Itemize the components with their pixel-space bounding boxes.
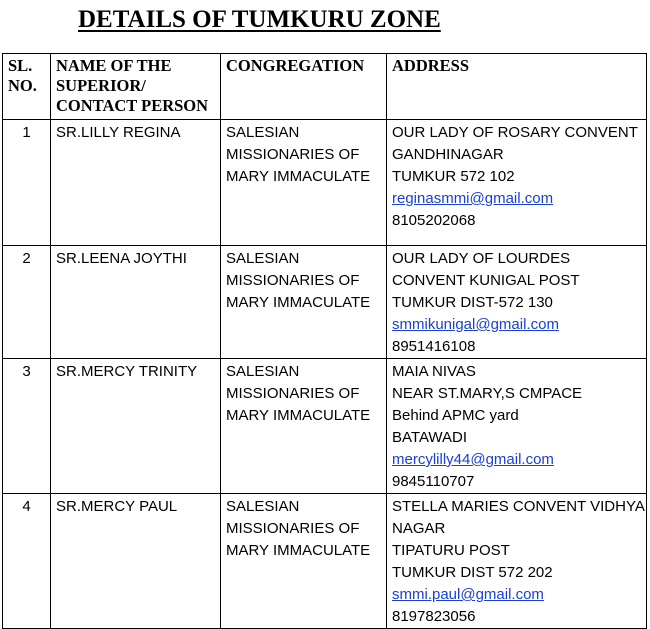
- row-sl-no: 4: [3, 494, 51, 629]
- row-sl-no: 1: [3, 120, 51, 246]
- table-row: [3, 359, 647, 494]
- row-address: OUR LADY OF ROSARY CONVENT GANDHINAGAR TUMKUR 572 102 reginasmmi@gmail.com 8105202068: [387, 120, 647, 246]
- row-name: SR.MERCY PAUL: [51, 494, 221, 629]
- email-link[interactable]: smmi.paul@gmail.com: [392, 586, 544, 603]
- row-address: STELLA MARIES CONVENT VIDHYA NAGAR TIPATURU POST TUMKUR DIST 572 202 smmi.paul@gmail.com 8197823056: [387, 494, 647, 629]
- row-address: OUR LADY OF LOURDES CONVENT KUNIGAL POST TUMKUR DIST-572 130 smmikunigal@gmail.com 8951416108: [387, 246, 647, 359]
- row-congregation: SALESIAN MISSIONARIES OF MARY IMMACULATE: [221, 246, 387, 359]
- row-sl-no: 2: [3, 246, 51, 359]
- header-congregation: CONGREGATION: [221, 54, 387, 120]
- row-name: SR.LEENA JOYTHI: [51, 246, 221, 359]
- header-address: ADDRESS: [387, 54, 647, 120]
- table-header-row: [3, 54, 647, 120]
- row-congregation: SALESIAN MISSIONARIES OF MARY IMMACULATE: [221, 359, 387, 494]
- header-name: NAME OF THE SUPERIOR/ CONTACT PERSON: [51, 54, 221, 120]
- email-link[interactable]: mercylilly44@gmail.com: [392, 451, 554, 468]
- row-congregation: SALESIAN MISSIONARIES OF MARY IMMACULATE: [221, 120, 387, 246]
- email-link[interactable]: smmikunigal@gmail.com: [392, 316, 559, 333]
- row-sl-no: 3: [3, 359, 51, 494]
- email-link[interactable]: reginasmmi@gmail.com: [392, 190, 554, 207]
- table-row: [3, 494, 647, 629]
- table-row: [3, 120, 647, 246]
- phone-number: 9845110707: [392, 473, 475, 490]
- row-congregation: SALESIAN MISSIONARIES OF MARY IMMACULATE: [221, 494, 387, 629]
- zone-details-table: [2, 53, 647, 629]
- row-name: SR.LILLY REGINA: [51, 120, 221, 246]
- row-name: SR.MERCY TRINITY: [51, 359, 221, 494]
- row-address: MAIA NIVAS NEAR ST.MARY,S CMPACE Behind APMC yard BATAWADI mercylilly44@gmail.com 9845110707: [387, 359, 647, 494]
- page-title: DETAILS OF TUMKURU ZONE: [78, 6, 441, 33]
- phone-number: 8951416108: [392, 338, 476, 355]
- table-row: [3, 246, 647, 359]
- header-sl-no: SL. NO.: [3, 54, 51, 120]
- phone-number: 8105202068: [392, 212, 476, 229]
- phone-number: 8197823056: [392, 608, 476, 625]
